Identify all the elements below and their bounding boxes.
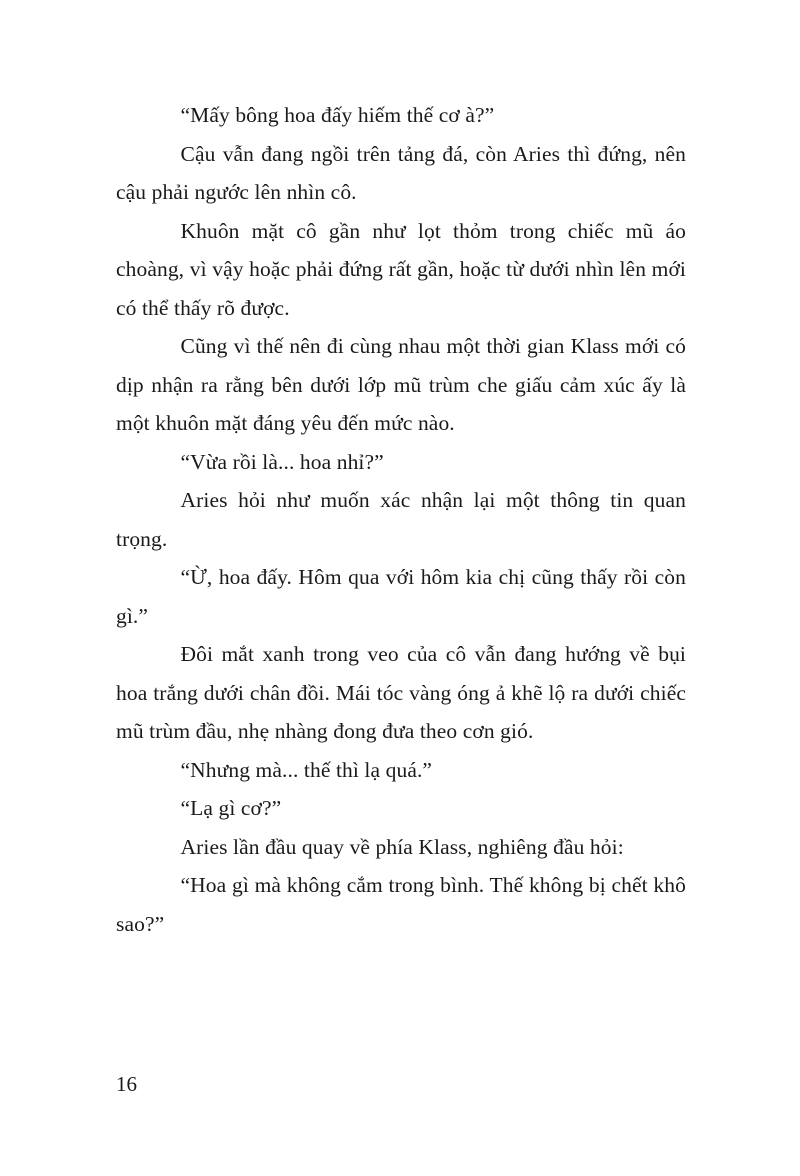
text-block bbox=[116, 96, 686, 943]
paragraph: “Ừ, hoa đấy. Hôm qua với hôm kia chị cũng thấy rồi còn gì.” bbox=[116, 565, 686, 628]
page-number: 16 bbox=[116, 1072, 137, 1096]
paragraph: Đôi mắt xanh trong veo của cô vẫn đang hướng về bụi hoa trắng dưới chân đồi. Mái tóc vàng óng ả khẽ lộ ra dưới chiếc mũ trùm đầu, nhẹ nhàng đong đưa theo cơn gió. bbox=[116, 642, 686, 743]
paragraph: “Lạ gì cơ?” bbox=[180, 796, 282, 820]
paragraph: “Nhưng mà... thế thì lạ quá.” bbox=[180, 757, 433, 782]
paragraph: Cũng vì thế nên đi cùng nhau một thời gian Klass mới có dịp nhận ra rằng bên dưới lớp mũ trùm che giấu cảm xúc ấy là một khuôn mặt đáng yêu đến mức nào. bbox=[116, 334, 686, 435]
paragraph: “Hoa gì mà không cắm trong bình. Thế không bị chết khô sao?” bbox=[116, 873, 686, 936]
paragraph: Cậu vẫn đang ngồi trên tảng đá, còn Aries thì đứng, nên cậu phải ngước lên nhìn cô. bbox=[116, 141, 686, 204]
paragraph: Khuôn mặt cô gần như lọt thỏm trong chiếc mũ áo choàng, vì vậy hoặc phải đứng rất gần, hoặc từ dưới nhìn lên mới có thể thấy rõ được. bbox=[116, 218, 686, 320]
paragraph: “Mấy bông hoa đấy hiếm thế cơ à?” bbox=[180, 103, 495, 127]
paragraph: Aries hỏi như muốn xác nhận lại một thông tin quan trọng. bbox=[116, 488, 686, 551]
paragraph: “Vừa rồi là... hoa nhỉ?” bbox=[180, 449, 384, 474]
paragraph: Aries lần đầu quay về phía Klass, nghiêng đầu hỏi: bbox=[180, 834, 624, 859]
